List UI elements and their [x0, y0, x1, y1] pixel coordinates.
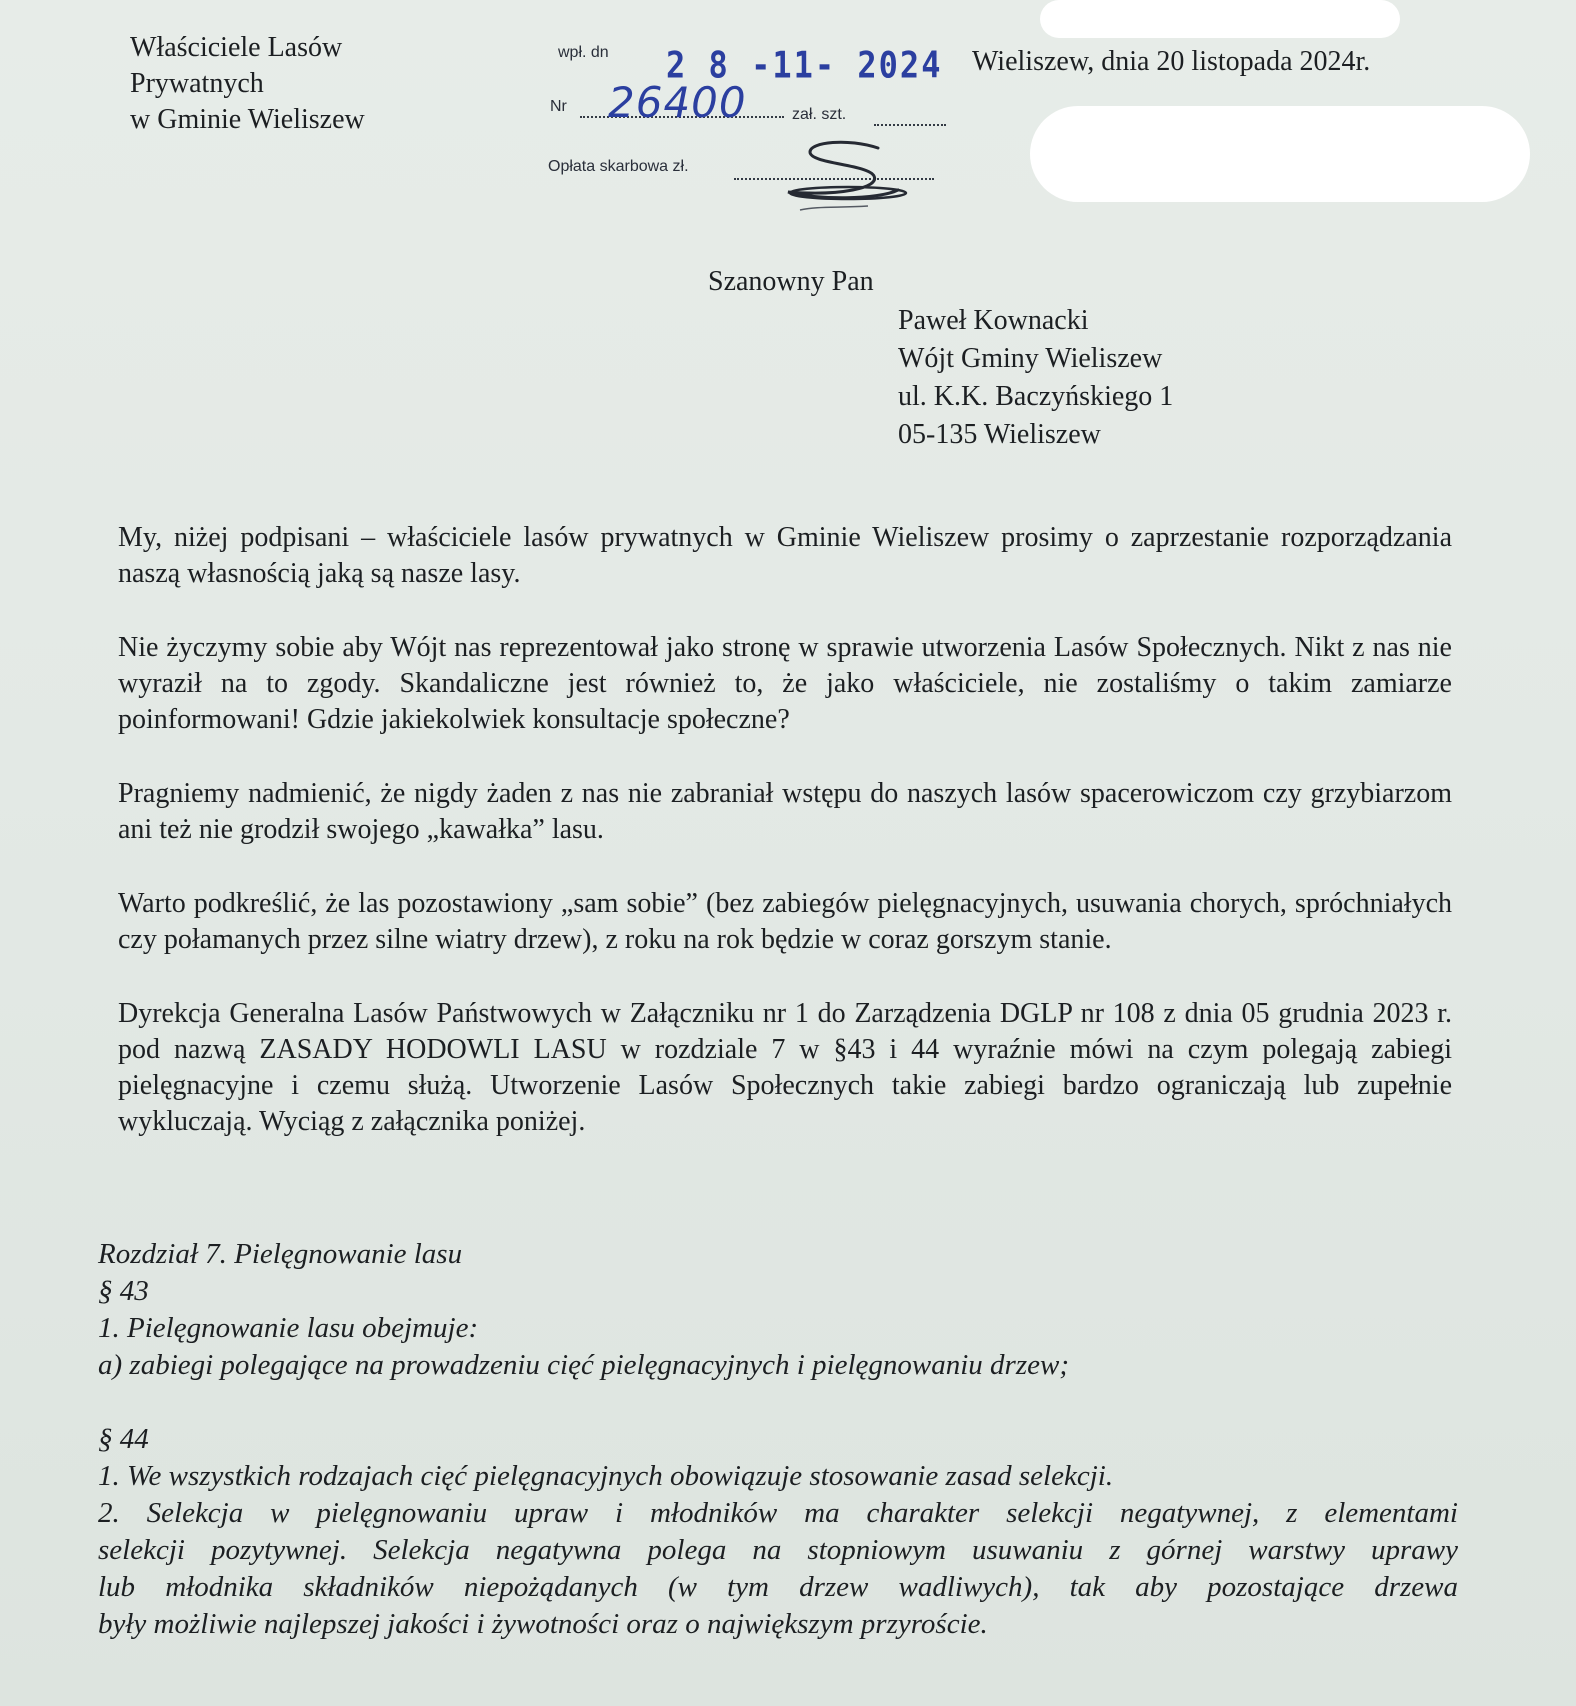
registry-stamp: [548, 40, 968, 230]
stamp-received-date: 2 8 -11- 2024: [666, 43, 943, 87]
recipient-line: Paweł Kownacki: [898, 305, 1089, 336]
sender-line: Prywatnych: [130, 68, 264, 99]
stamp-signature-icon: [548, 40, 968, 230]
section-item-line: lub młodnika składników niepożądanych (w tym drzew wadliwych), tak aby pozostające drzewa: [98, 1571, 1458, 1603]
stamp-number-label: Nr: [550, 98, 567, 115]
section-item-line: selekcji pozytywnej. Selekcja negatywna polega na stopniowym usuwaniu z górnej warstwy uprawy: [98, 1534, 1458, 1566]
body-paragraph: Warto podkreślić, że las pozostawiony „sam sobie” (bez zabiegów pielęgnacyjnych, usuwania chorych, spróchniałych czy połamanych przez silne wiatry drzew), z roku na rok będzie w coraz gorszym stanie.: [118, 888, 1452, 955]
spacer: [98, 1384, 1458, 1421]
stamp-number-value: 26400: [608, 78, 747, 127]
body-paragraph: Nie życzymy sobie aby Wójt nas reprezentował jako stronę w sprawie utworzenia Lasów Społecznych. Nikt z nas nie wyraził na to zgody. Skandaliczne jest również to, że jako właściciele, nie zostaliśmy o takim zamiarze poinformowani! Gdzie jakiekolwiek konsultacje społeczne?: [118, 632, 1452, 735]
place-and-date: Wieliszew, dnia 20 listopada 2024r.: [972, 46, 1371, 77]
recipient-line: Wójt Gminy Wieliszew: [898, 343, 1163, 374]
sender-line: Właściciele Lasów: [130, 32, 343, 63]
section-item: 1. Pielęgnowanie lasu obejmuje:: [98, 1312, 479, 1344]
letter-body: [118, 520, 1452, 1178]
sender-block: [130, 30, 365, 138]
sender-line: w Gminie Wieliszew: [130, 104, 365, 135]
recipient-block: [898, 302, 1173, 454]
recipient-line: ul. K.K. Baczyńskiego 1: [898, 381, 1174, 412]
body-paragraph: My, niżej podpisani – właściciele lasów prywatnych w Gminie Wieliszew prosimy o zaprzestanie rozporządzania naszą własnością jaką są nasze lasy.: [118, 522, 1452, 589]
stamp-received-label: wpł. dn: [558, 44, 609, 61]
section-item-line: 2. Selekcja w pielęgnowaniu upraw i młodników ma charakter selekcji negatywnej, z elementami: [98, 1497, 1458, 1529]
stamp-attachments-label: zał. szt.: [792, 106, 847, 123]
section-item: 1. We wszystkich rodzajach cięć pielęgnacyjnych obowiązuje stosowanie zasad selekcji.: [98, 1460, 1114, 1492]
section-heading: § 44: [98, 1423, 149, 1455]
salutation: Szanowny Pan: [708, 266, 874, 297]
section-item: a) zabiegi polegające na prowadzeniu cięć pielęgnacyjnych i pielęgnowaniu drzew;: [98, 1349, 1070, 1381]
chapter-heading: Rozdział 7. Pielęgnowanie lasu: [98, 1238, 463, 1270]
redaction-mark: [1030, 106, 1530, 202]
section-item-line: były możliwie najlepszej jakości i żywotności oraz o największym przyroście.: [98, 1608, 988, 1640]
body-paragraph: Dyrekcja Generalna Lasów Państwowych w Załączniku nr 1 do Zarządzenia DGLP nr 108 z dnia 05 grudnia 2023 r. pod nazwą ZASADY HODOWLI LASU w rozdziale 7 w §43 i 44 wyraźnie mówi na czym polegają zabiegi pielęgnacyjne i czemu służą. Utworzenie Lasów Społecznych takie zabiegi bardzo ograniczają lub zupełnie wykluczają. Wyciąg z załącznika poniżej.: [118, 998, 1452, 1137]
section-heading: § 43: [98, 1275, 149, 1307]
redaction-mark: [1040, 0, 1400, 38]
regulation-excerpt: [98, 1236, 1458, 1643]
body-paragraph: Pragniemy nadmienić, że nigdy żaden z nas nie zabraniał wstępu do naszych lasów spacerowiczom czy grzybiarzom ani też nie grodził swojego „kawałka” lasu.: [118, 778, 1452, 845]
recipient-line: 05-135 Wieliszew: [898, 419, 1101, 450]
stamp-fee-label: Opłata skarbowa zł.: [548, 158, 689, 175]
